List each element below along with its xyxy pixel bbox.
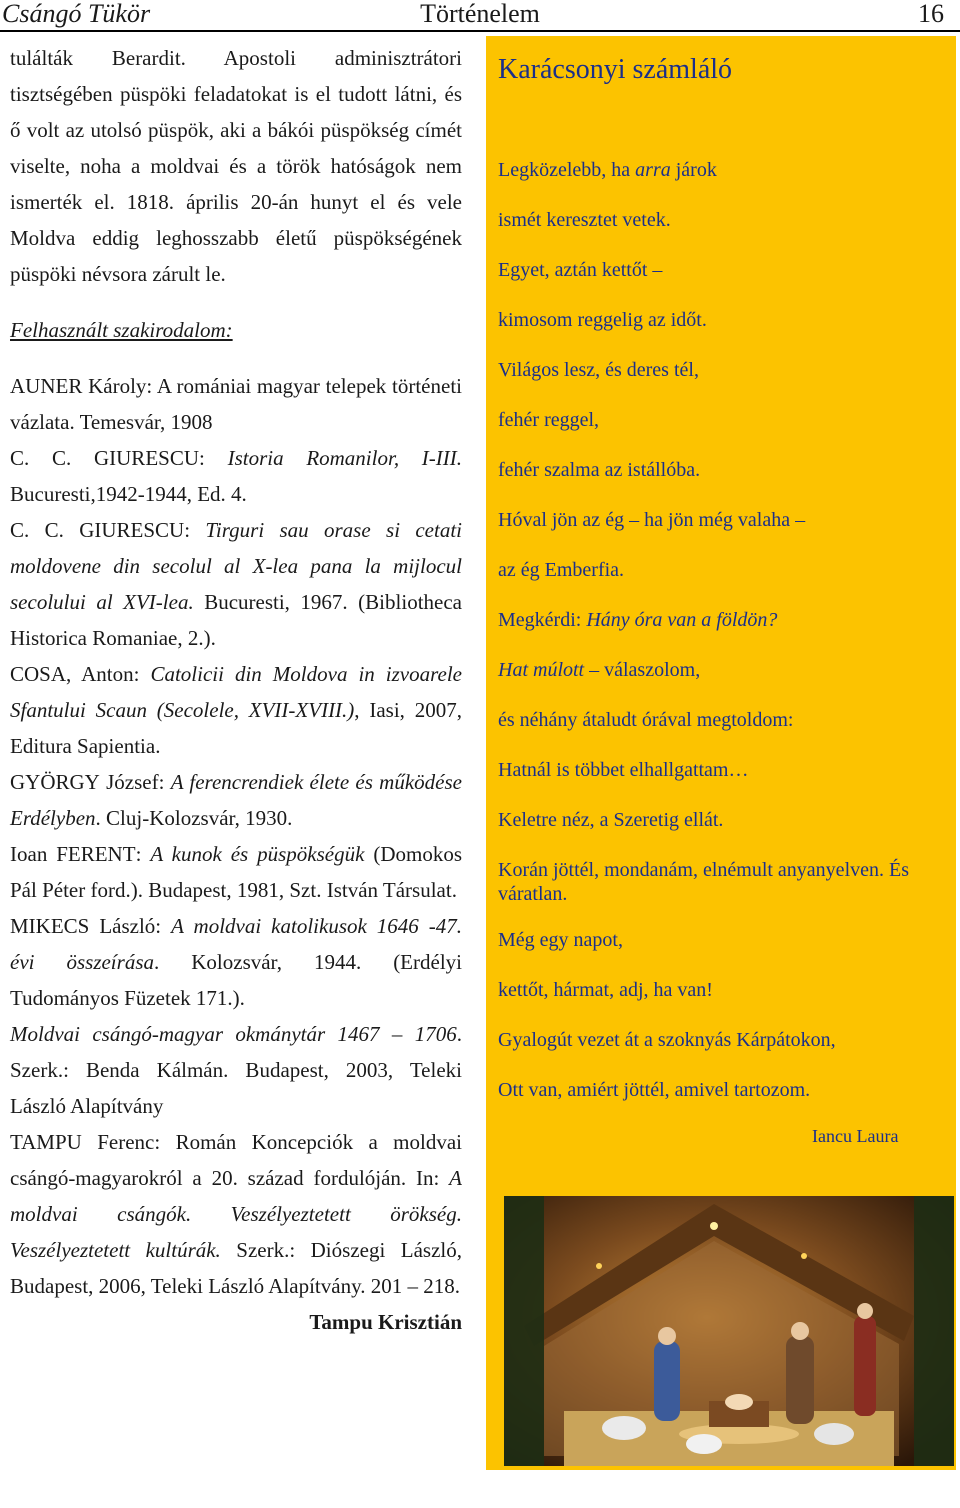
reference-text: , Iasi, 2007, Editura Sapientia. [10,698,462,758]
reference-title: Tirguri sau orase si cetati moldovene din secolul al X-lea pana la mijlocul secolului al XVI-lea. [10,518,463,614]
article-paragraph: tulálták Berardit. Apostoli adminisztrátori tisztségében püspöki feladatokat is el tudott látni, és ő volt az utolsó püspök, aki a bákói püspökség címét viselte, noha a moldvai és a török hatóságok nem ismerték el. 1818. április 20-án hunyt el és vele Moldva eddig leghosszabb életű püspökségének püspöki névsora zárult le. [10,46,462,286]
poem-text: Megkérdi: [498,609,587,631]
poem-line: fehér szalma az istállóba. [498,459,701,481]
reference-text: . Szerk.: Benda Kálmán. Budapest, 2003, Teleki László Alapítvány [10,1022,462,1118]
reference-title: A ferencrendiek élete és működése Erdélyben [10,770,462,830]
reference-author: GIURESCU [93,446,199,470]
reference-text: Károly: A romániai magyar telepek történeti vázlata. Temesvár, 1908 [10,374,462,434]
reference-sep: : [199,446,228,470]
poem-line: Keletre néz, a Szeretig ellát. [498,809,724,831]
reference-author: GYÖRGY [10,770,100,794]
poem-line: Hóval jön az ég – ha jön még valaha – [498,509,806,531]
poem-body [498,158,944,1128]
poem-text-italic: Hány óra van a földön? [586,609,778,631]
reference-item [10,656,462,764]
poem-line: az ég Emberfia. [498,559,625,581]
reference-item [10,908,462,1016]
article-column [10,40,462,1340]
poem-line: fehér reggel, [498,409,600,431]
reference-item [10,368,462,440]
reference-sep: László: [89,914,172,938]
reference-author: MIKECS [10,914,90,938]
reference-text: (Domokos Pál Péter ford.). Budapest, 1981, Szt. István Társulat. [10,842,462,902]
poem-title: Karácsonyi számláló [498,54,733,85]
reference-title: A moldvai katolikusok 1646 -47. évi összeírása [10,914,462,974]
poem-line [498,658,944,682]
reference-text: Bucuresti, 1967. (Bibliotheca Historica Romaniae, 2.). [10,590,462,650]
poem-line: Korán jöttél, mondanám, elnémult anyanyelven. És váratlan. [498,859,909,905]
reference-sep: : [135,842,151,866]
reference-title: Catolicii din Moldova in izvoarele Sfantului Scaun (Secolele, XVII-XVIII.) [10,662,462,722]
poem-line: Ott van, amiért jöttél, amivel tartozom. [498,1079,811,1101]
poem-line: ismét keresztet vetek. [498,209,671,231]
poem-text: – válaszolom, [584,659,701,681]
references-heading: Felhasznált szakirodalom: [10,318,233,342]
poem-text: Legközelebb, ha [498,159,636,181]
reference-text: . Cluj-Kolozsvár, 1930. [95,806,293,830]
poem-author: Iancu Laura [812,1126,899,1146]
reference-item [10,836,462,908]
reference-prefix: Ioan [10,842,57,866]
reference-item [10,1016,462,1124]
reference-prefix: C. C. [10,518,80,542]
publication-title: Csángó Tükör [2,0,151,28]
reference-item [10,764,462,836]
page-number: 16 [918,0,944,28]
reference-title: A kunok és püspökségük [150,842,365,866]
poem-line: Még egy napot, [498,929,623,951]
reference-item [10,1124,462,1304]
reference-author: COSA [10,662,67,686]
reference-text: Bucuresti,1942-1944, Ed. 4. [10,482,247,506]
poem-line [498,158,944,182]
reference-author: AUNER [10,374,83,398]
reference-author: GIURESCU [79,518,185,542]
poem-line: Egyet, aztán kettőt – [498,259,663,281]
reference-sep: Ferenc: Román Koncepciók a moldvai csángó-magyarokról a 20. század fordulóján. In: [10,1130,462,1190]
reference-title: Moldvai csángó-magyar okmánytár 1467 – 1706 [10,1022,457,1046]
reference-title: A moldvai csángók. Veszélyeztetett örökség. Veszélyeztetett kultúrák. [10,1166,462,1262]
nativity-scene-photo [504,1196,954,1466]
poem-text: járok [670,159,717,181]
reference-sep: : [184,518,206,542]
nativity-scene-image [504,1196,954,1466]
poem-line: Világos lesz, és deres tél, [498,359,699,381]
section-title: Történelem [420,0,540,28]
reference-author: TAMPU [10,1130,82,1154]
article-author: Tampu Krisztián [309,1310,462,1334]
reference-title: Istoria Romanilor, I-III. [227,446,463,470]
poem-line: kimosom reggelig az időt. [498,309,707,331]
poem-line: és néhány átaludt órával megtoldom: [498,709,794,731]
reference-sep: , Anton: [66,662,151,686]
page-header [0,0,960,32]
poem-text-italic: Hat múlott [498,659,585,681]
poem-line: kettőt, hármat, adj, ha van! [498,979,713,1001]
poem-line: Gyalogút vezet át a szoknyás Kárpátokon, [498,1029,836,1051]
poem-line: Hatnál is többet elhallgattam… [498,759,749,781]
poem-box [486,36,956,1470]
poem-text-italic: arra [635,159,671,181]
poem-line [498,608,944,632]
reference-text: Szerk.: Diószegi László, Budapest, 2006, Teleki László Alapítvány. 201 – 218. [10,1238,462,1298]
reference-author: FERENT [56,842,136,866]
reference-prefix: C. C. [10,446,94,470]
reference-item [10,512,462,656]
reference-text: . Kolozsvár, 1944. (Erdélyi Tudományos Füzetek 171.). [10,950,462,1010]
reference-item [10,440,462,512]
reference-sep: József: [99,770,171,794]
